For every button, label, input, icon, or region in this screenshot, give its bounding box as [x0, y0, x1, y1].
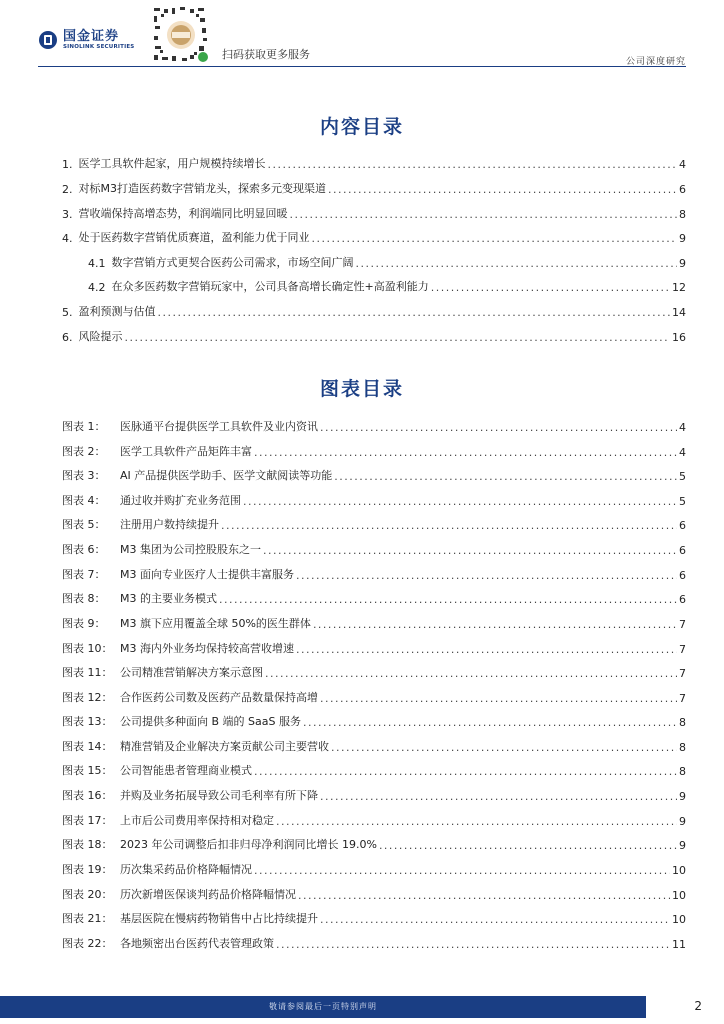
figure-title: 各地频密出台医药代表管理政策 — [120, 937, 274, 950]
figure-entry[interactable] — [62, 418, 686, 434]
dot-leader — [298, 889, 670, 902]
toc-page-number: 16 — [672, 331, 686, 344]
figure-label: 图表 18： — [62, 838, 113, 851]
figure-title: 医脉通平台提供医学工具软件及业内资讯 — [120, 420, 318, 433]
figure-title: 历次新增医保谈判药品价格降幅情况 — [120, 888, 296, 901]
toc-entry-title: 盈利预测与估值 — [78, 305, 156, 318]
dot-leader — [265, 667, 677, 680]
dot-leader — [268, 158, 678, 171]
figure-page-number: 5 — [679, 470, 686, 483]
dot-leader — [221, 519, 677, 532]
sinolink-logo-icon — [38, 30, 58, 50]
dot-leader — [276, 815, 677, 828]
figure-page-number: 6 — [679, 569, 686, 582]
toc-page-number: 14 — [672, 306, 686, 319]
figure-label: 图表 1： — [62, 420, 106, 433]
figure-page-number: 7 — [679, 692, 686, 705]
dot-leader — [263, 544, 677, 557]
figure-page-number: 10 — [672, 889, 686, 902]
figure-entry[interactable] — [62, 713, 686, 729]
toc-page-number: 9 — [679, 232, 686, 245]
toc-number: 5. — [62, 306, 73, 319]
figure-label: 图表 20： — [62, 888, 113, 901]
dot-leader — [296, 643, 677, 656]
figure-entry[interactable] — [62, 566, 686, 582]
toc-number: 3. — [62, 208, 73, 221]
dot-leader — [290, 208, 678, 221]
toc-title: 内容目录 — [319, 116, 404, 138]
figures-title: 图表目录 — [319, 378, 404, 400]
dot-leader — [356, 257, 678, 270]
figure-title: M3 面向专业医疗人士提供丰富服务 — [120, 568, 294, 581]
toc-entry[interactable] — [62, 303, 686, 319]
figure-page-number: 4 — [679, 446, 686, 459]
figure-page-number: 6 — [679, 519, 686, 532]
figure-entry[interactable] — [62, 615, 686, 631]
figure-page-number: 8 — [679, 765, 686, 778]
figure-page-number: 11 — [672, 938, 686, 951]
dot-leader — [328, 183, 677, 196]
figure-label: 图表 6： — [62, 543, 106, 556]
toc-number: 4. — [62, 232, 73, 245]
figure-entry[interactable] — [62, 861, 686, 877]
dot-leader — [254, 864, 670, 877]
figure-label: 图表 8： — [62, 592, 106, 605]
dot-leader — [303, 716, 677, 729]
figure-page-number: 7 — [679, 618, 686, 631]
figure-entry[interactable] — [62, 492, 686, 508]
figure-title: 公司智能患者管理商业模式 — [120, 764, 252, 777]
toc-entry[interactable] — [62, 155, 686, 171]
figure-label: 图表 9： — [62, 617, 106, 630]
figure-label: 图表 21： — [62, 912, 113, 925]
company-logo — [38, 30, 138, 50]
figure-title: 合作医药公司数及医药产品数量保持高增 — [120, 691, 318, 704]
figure-label: 图表 7： — [62, 568, 106, 581]
figure-label: 图表 11： — [62, 666, 113, 679]
figure-title: 精准营销及企业解决方案贡献公司主要营收 — [120, 740, 329, 753]
figure-entry[interactable] — [62, 516, 686, 532]
toc-entry-title: 风险提示 — [78, 330, 123, 343]
dot-leader — [158, 306, 671, 319]
header-divider — [38, 66, 686, 67]
toc-entry[interactable] — [62, 328, 686, 344]
figure-page-number: 8 — [679, 716, 686, 729]
figure-page-number: 9 — [679, 790, 686, 803]
toc-entry-title: 对标M3打造医药数字营销龙头，探索多元变现渠道 — [78, 182, 326, 195]
figure-page-number: 10 — [672, 913, 686, 926]
figure-page-number: 5 — [679, 495, 686, 508]
figure-title: 2023 年公司调整后扣非归母净利润同比增长 19.0% — [120, 838, 377, 851]
figure-entry[interactable] — [62, 910, 686, 926]
dot-leader — [379, 839, 677, 852]
dot-leader — [312, 232, 678, 245]
toc-page-number: 12 — [672, 281, 686, 294]
figure-page-number: 6 — [679, 544, 686, 557]
figure-entry[interactable] — [62, 590, 686, 606]
qr-code-icon[interactable] — [152, 6, 210, 64]
figure-title: 通过收并购扩充业务范围 — [120, 494, 241, 507]
figure-label: 图表 4： — [62, 494, 106, 507]
document-type-label: 公司深度研究 — [625, 57, 686, 67]
figure-title: M3 旗下应用覆盖全球 50%的医生群体 — [120, 617, 311, 630]
figure-page-number: 8 — [679, 741, 686, 754]
figure-entry[interactable] — [62, 762, 686, 778]
figure-page-number: 4 — [679, 421, 686, 434]
logo-english-name: SINOLINK SECURITIES — [63, 43, 135, 50]
figure-entry[interactable] — [62, 787, 686, 803]
dot-leader — [320, 692, 677, 705]
figure-title: 历次集采药品价格降幅情况 — [120, 863, 252, 876]
figure-label: 图表 12： — [62, 691, 113, 704]
figure-entry[interactable] — [62, 640, 686, 656]
figure-label: 图表 22： — [62, 937, 113, 950]
dot-leader — [313, 618, 677, 631]
toc-page-number: 8 — [679, 208, 686, 221]
figure-title: 并购及业务拓展导致公司毛利率有所下降 — [120, 789, 318, 802]
figure-entry[interactable] — [62, 935, 686, 951]
dot-leader — [320, 913, 670, 926]
figure-label: 图表 3： — [62, 469, 106, 482]
figure-title: AI 产品提供医学助手、医学文献阅读等功能 — [120, 469, 333, 482]
toc-entry[interactable] — [62, 205, 686, 221]
dot-leader — [254, 446, 677, 459]
figure-label: 图表 13： — [62, 715, 113, 728]
figure-entry[interactable] — [62, 812, 686, 828]
figure-page-number: 6 — [679, 593, 686, 606]
figure-entry[interactable] — [62, 836, 686, 852]
figure-title: 上市后公司费用率保持相对稳定 — [120, 814, 274, 827]
figure-entry[interactable] — [62, 467, 686, 483]
figure-page-number: 10 — [672, 864, 686, 877]
toc-page-number: 4 — [679, 158, 686, 171]
toc-entry-title: 医学工具软件起家，用户规模持续增长 — [78, 157, 266, 170]
figure-label: 图表 17： — [62, 814, 113, 827]
toc-subentry[interactable] — [88, 278, 686, 294]
toc-entry-title: 在众多医药数字营销玩家中，公司具备高增长确定性+高盈利能力 — [111, 280, 429, 293]
figure-page-number: 9 — [679, 839, 686, 852]
figure-entry[interactable] — [62, 738, 686, 754]
figure-label: 图表 19： — [62, 863, 113, 876]
figure-entry[interactable] — [62, 541, 686, 557]
figure-page-number: 7 — [679, 667, 686, 680]
toc-entry[interactable] — [62, 229, 686, 245]
figure-page-number: 7 — [679, 643, 686, 656]
figure-label: 图表 15： — [62, 764, 113, 777]
dot-leader — [219, 593, 677, 606]
figure-entry[interactable] — [62, 886, 686, 902]
figure-title: 公司精准营销解决方案示意图 — [120, 666, 263, 679]
page-number: 2 — [694, 999, 702, 1013]
figure-title: M3 海内外业务均保持较高营收增速 — [120, 642, 294, 655]
dot-leader — [331, 741, 677, 754]
figure-title: 基层医院在慢病药物销售中占比持续提升 — [120, 912, 318, 925]
figure-title: 医学工具软件产品矩阵丰富 — [120, 445, 252, 458]
figure-entry[interactable] — [62, 664, 686, 680]
figure-label: 图表 10： — [62, 642, 113, 655]
dot-leader — [296, 569, 677, 582]
toc-number: 4.2 — [88, 281, 106, 294]
toc-entry[interactable] — [62, 180, 686, 196]
toc-number: 1. — [62, 158, 73, 171]
toc-number: 2. — [62, 183, 73, 196]
figure-title: 公司提供多种面向 B 端的 SaaS 服务 — [120, 715, 301, 728]
dot-leader — [125, 331, 671, 344]
dot-leader — [276, 938, 670, 951]
figure-label: 图表 14： — [62, 740, 113, 753]
dot-leader — [320, 790, 677, 803]
toc-entry-title: 数字营销方式更契合医药公司需求，市场空间广阔 — [111, 256, 354, 269]
figure-label: 图表 16： — [62, 789, 113, 802]
figure-entry[interactable] — [62, 689, 686, 705]
toc-subentry[interactable] — [88, 254, 686, 270]
logo-chinese-name: 国金证券 — [63, 28, 120, 44]
toc-entry-title: 营收端保持高增态势，利润端同比明显回暖 — [78, 207, 288, 220]
toc-page-number: 6 — [679, 183, 686, 196]
toc-entry-title: 处于医药数字营销优质赛道，盈利能力优于同业 — [78, 231, 310, 244]
toc-page-number: 9 — [679, 257, 686, 270]
dot-leader — [320, 421, 677, 434]
dot-leader — [334, 470, 677, 483]
figure-label: 图表 5： — [62, 518, 106, 531]
dot-leader — [243, 495, 677, 508]
figure-entry[interactable] — [62, 443, 686, 459]
qr-caption: 扫码获取更多服务 — [222, 48, 310, 61]
figure-title: M3 集团为公司控股股东之一 — [120, 543, 261, 556]
figure-page-number: 9 — [679, 815, 686, 828]
figure-title: 注册用户数持续提升 — [120, 518, 219, 531]
figure-title: M3 的主要业务模式 — [120, 592, 217, 605]
footer-disclaimer: 敬请参阅最后一页特别声明 — [269, 1002, 377, 1011]
toc-number: 6. — [62, 331, 73, 344]
dot-leader — [431, 281, 670, 294]
figure-label: 图表 2： — [62, 445, 106, 458]
dot-leader — [254, 765, 677, 778]
toc-number: 4.1 — [88, 257, 106, 270]
